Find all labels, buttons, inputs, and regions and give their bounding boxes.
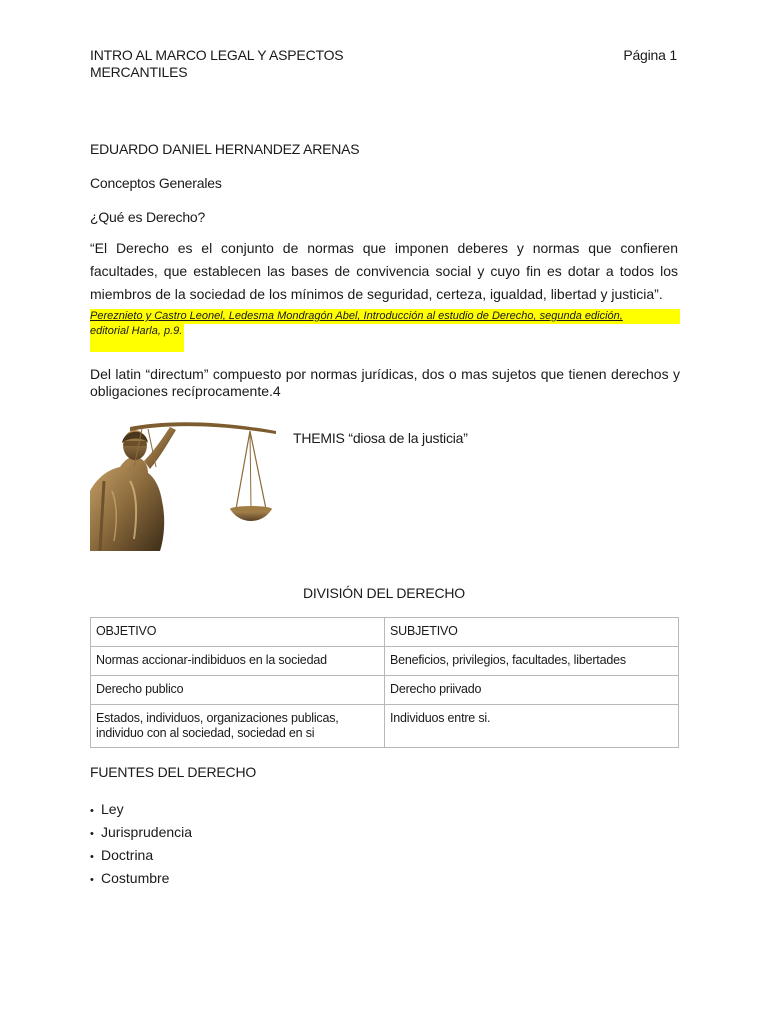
image-caption: THEMIS “diosa de la justicia” <box>293 430 468 446</box>
table-cell: Beneficios, privilegios, facultades, libertades <box>385 647 679 676</box>
source-item-label: Jurisprudencia <box>101 824 193 840</box>
list-item <box>90 867 192 890</box>
list-item <box>90 798 192 821</box>
source-item-label: Costumbre <box>101 870 170 886</box>
citation-line2: editorial Harla, p.9. <box>90 324 184 352</box>
themis-statue-image <box>90 421 277 551</box>
sources-list <box>90 798 192 890</box>
table-cell: Derecho priivado <box>385 676 679 705</box>
table-header-objetivo: OBJETIVO <box>91 618 385 647</box>
document-header-title <box>90 47 343 81</box>
definition-quote: “El Derecho es el conjunto de normas que imponen deberes y normas que confieren facultades, que establecen las bases de convivencia social y cuyo fin es dotar a todos los miembros de la sociedad de los mínimos de seguridad, certeza, igualdad, libertad y justicia”. <box>90 240 678 302</box>
header-title-line2: MERCANTILES <box>90 64 188 80</box>
author-name: EDUARDO DANIEL HERNANDEZ ARENAS <box>90 141 360 157</box>
question-heading: ¿Qué es Derecho? <box>90 209 206 225</box>
table-cell: Individuos entre si. <box>385 705 679 748</box>
bullet-icon: • <box>90 874 94 886</box>
source-item-label: Ley <box>101 801 124 817</box>
table-row <box>91 647 679 676</box>
table-cell: Estados, individuos, organizaciones publicas, individuo con al sociedad, sociedad en si <box>91 705 385 748</box>
bullet-icon: • <box>90 851 94 863</box>
table-cell: Normas accionar-indibiduos en la sociedad <box>91 647 385 676</box>
division-title: DIVISIÓN DEL DERECHO <box>303 585 465 601</box>
list-item <box>90 821 192 844</box>
latin-paragraph: Del latin “directum” compuesto por normas jurídicas, dos o mas sujetos que tienen derechos y obligaciones recíprocamente.4 <box>90 366 680 399</box>
header-title-line1: INTRO AL MARCO LEGAL Y ASPECTOS <box>90 47 344 63</box>
citation <box>90 309 680 352</box>
citation-line1: Pereznieto y Castro Leonel, Ledesma Mondragón Abel, Introducción al estudio de Derecho, segunda edición, <box>90 309 680 324</box>
source-item-label: Doctrina <box>101 847 154 863</box>
page-number: Página 1 <box>623 47 677 63</box>
table-row <box>91 676 679 705</box>
list-item <box>90 844 192 867</box>
table-cell: Derecho publico <box>91 676 385 705</box>
table-row <box>91 705 679 748</box>
sources-title: FUENTES DEL DERECHO <box>90 764 257 780</box>
bullet-icon: • <box>90 828 94 840</box>
section-title: Conceptos Generales <box>90 175 222 191</box>
bullet-icon: • <box>90 805 94 817</box>
division-table <box>90 617 679 748</box>
table-header-subjetivo: SUBJETIVO <box>385 618 679 647</box>
table-row <box>91 618 679 647</box>
